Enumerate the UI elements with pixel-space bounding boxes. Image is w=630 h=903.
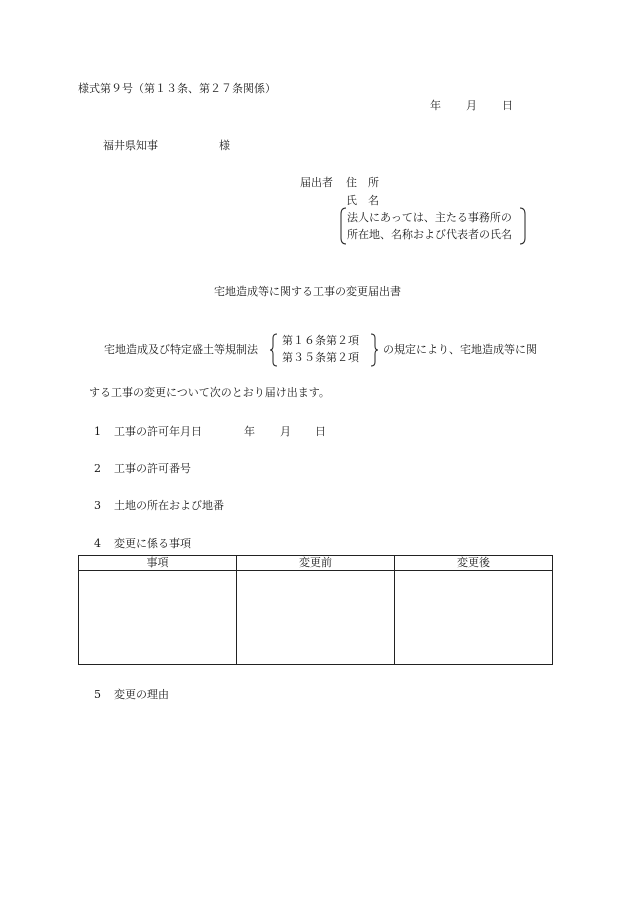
body-line2: する工事の変更について次のとおり届け出ます。 [89,386,330,399]
item1-label: 工事の許可年月日 [114,425,202,438]
table-header-row [79,556,553,571]
body-line1-end: の規定により、宅地造成等に関 [383,343,537,356]
date-day: 日 [502,99,513,112]
item3-label: 土地の所在および地番 [114,499,224,512]
law-name: 宅地造成及び特定盛土等規制法 [104,343,258,356]
header-before: 変更前 [237,556,395,571]
article-option-2: 第３５条第２項 [282,351,359,364]
item5-label: 変更の理由 [114,688,169,701]
addressee-honorific: 様 [219,139,230,152]
item2-number: 2 [94,462,101,475]
cell-before[interactable] [237,571,395,665]
change-details-table [78,555,553,665]
item1-number: 1 [94,425,101,438]
item1-month: 月 [280,425,291,438]
document-title: 宅地造成等に関する工事の変更届出書 [214,285,401,298]
corporate-note-line2: 所在地、名称および代表者の氏名 [347,228,512,241]
item4-number: 4 [94,537,101,550]
item2-label: 工事の許可番号 [114,462,191,475]
corporate-note-line1: 法人にあっては、主たる事務所の [347,211,512,224]
cell-item[interactable] [79,571,237,665]
header-item: 事項 [79,556,237,571]
date-month: 月 [466,99,477,112]
corporate-note [339,206,527,246]
item4-label: 変更に係る事項 [114,537,191,550]
notifier-label: 届出者 [300,176,333,189]
item1-year: 年 [244,425,255,438]
item3-number: 3 [94,499,101,512]
date-year: 年 [430,99,441,112]
item1-day: 日 [315,425,326,438]
article-option-1: 第１６条第２項 [282,334,359,347]
notifier-address-label: 住 所 [346,176,379,189]
article-options [270,333,378,367]
addressee-name: 福井県知事 [103,139,158,152]
table-row [79,571,553,665]
form-number: 様式第９号（第１３条、第２７条関係） [78,82,276,95]
cell-after[interactable] [395,571,553,665]
item5-number: 5 [94,688,101,701]
notifier-name-label: 氏 名 [346,194,379,207]
header-after: 変更後 [395,556,553,571]
